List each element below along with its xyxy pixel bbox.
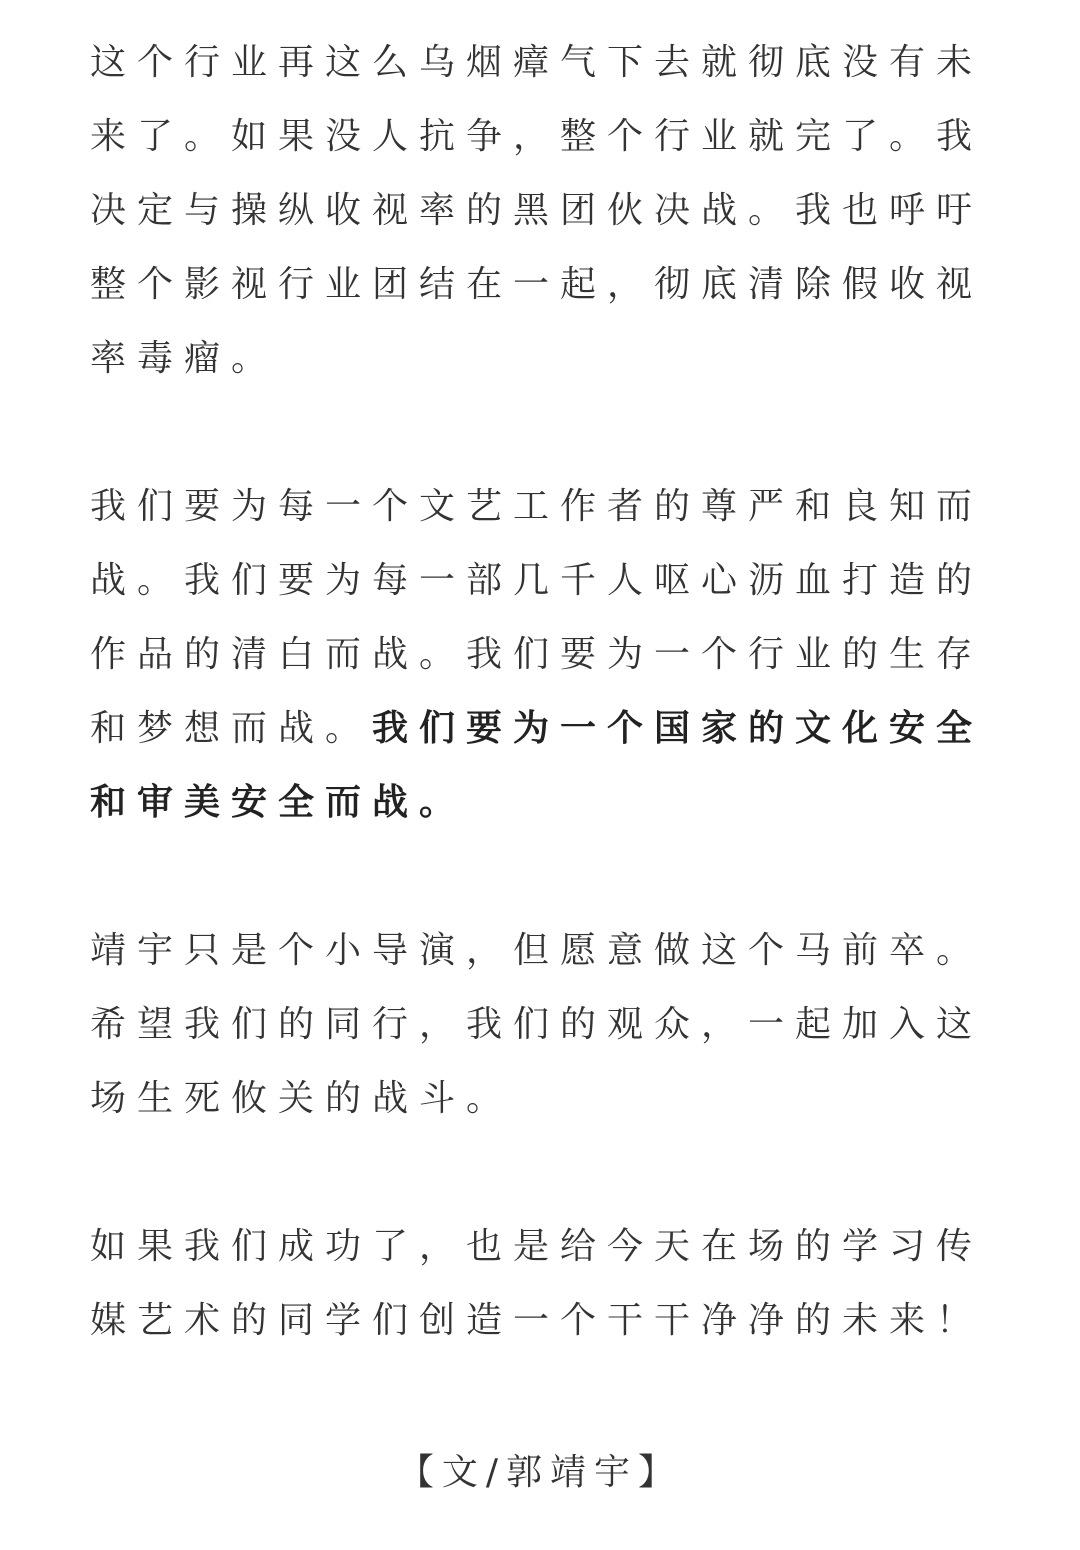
article-paragraph-3: 靖宇只是个小导演，但愿意做这个马前卒。希望我们的同行，我们的观众，一起加入这场生死攸关的战斗。 xyxy=(90,930,984,1119)
paragraph-2-emphasis: 我们要为一个国家的文化安全和审美安全而战。 xyxy=(90,708,984,823)
article-paragraph-1: 这个行业再这么乌烟瘴气下去就彻底没有未来了。如果没人抗争，整个行业就完了。我决定与操纵收视率的黑团伙决战。我也呼吁整个影视行业团结在一起，彻底清除假收视率毒瘤。 xyxy=(90,42,984,379)
author-byline: 【文/郭靖宇】 xyxy=(397,1452,683,1493)
article-paragraph-2 xyxy=(90,470,990,840)
paragraph-2-text: 我们要为每一个文艺工作者的尊严和良知而战。我们要为每一部几千人呕心沥血打造的作品的清白而战。我们要为一个行业的生存和梦想而战。 xyxy=(90,486,984,749)
article-paragraph-4: 如果我们成功了，也是给今天在场的学习传媒艺术的同学们创造一个干干净净的未来！ xyxy=(90,1226,984,1341)
article-body xyxy=(90,26,990,1358)
